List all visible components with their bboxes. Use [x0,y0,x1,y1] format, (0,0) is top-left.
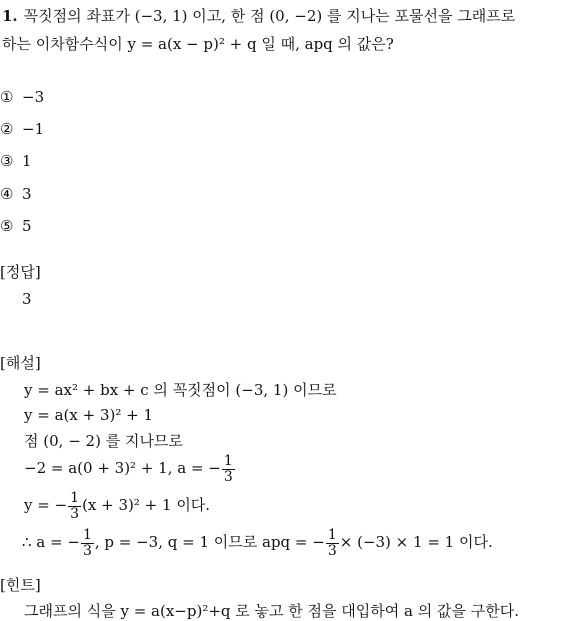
fraction-numerator: 1 [82,526,92,543]
option-4-number: ④ [0,185,14,203]
option-3-value: 1 [22,152,32,170]
explanation-line-5-end: (x + 3)² + 1 이다. [82,496,211,514]
explanation-line-5-start: y = − [24,496,68,514]
question-text-1: 꼭짓점의 좌표가 (−3, 1) 이고, 한 점 (0, −2) 를 지나는 포물선을 그래프로 [23,7,516,25]
option-5 [0,217,32,235]
fraction-denominator: 3 [70,505,80,522]
option-2-value: −1 [22,120,45,138]
option-4-value: 3 [22,185,32,203]
fraction-denominator: 3 [223,468,233,485]
question-number: 1. [2,7,18,25]
fraction-denominator: 3 [327,542,337,559]
answer-value: 3 [22,290,32,308]
explanation-line-6 [22,525,493,559]
fraction-one-third [81,528,94,559]
explanation-line-6-middle: , p = −3, q = 1 이므로 apq = − [94,533,325,551]
question-line-1 [2,7,515,25]
fraction-one-third [68,491,81,522]
option-1 [0,88,44,106]
option-5-number: ⑤ [0,217,14,235]
explanation-heading: [해설] [0,354,41,372]
fraction-one-third [222,454,235,485]
fraction-denominator: 3 [82,542,92,559]
fraction-one-third [326,528,339,559]
explanation-line-4 [24,451,236,485]
explanation-line-5 [24,488,210,522]
option-2 [0,120,44,138]
option-5-value: 5 [22,217,32,235]
fraction-numerator: 1 [223,452,233,469]
explanation-line-1: y = ax² + bx + c 의 꼭짓점이 (−3, 1) 이므로 [24,381,337,399]
fraction-numerator: 1 [70,489,80,506]
option-1-value: −3 [22,88,45,106]
explanation-line-4-text: −2 = a(0 + 3)² + 1, a = − [24,459,221,477]
option-3 [0,152,32,170]
option-4 [0,185,32,203]
option-3-number: ③ [0,152,14,170]
question-line-2: 하는 이차함수식이 y = a(x − p)² + q 일 때, apq 의 값은? [2,35,394,53]
hint-text: 그래프의 식을 y = a(x−p)²+q 로 놓고 한 점을 대입하여 a 의 값을 구한다. [24,602,519,620]
hint-heading: [힌트] [0,576,41,594]
explanation-line-6-start: ∴ a = − [22,533,80,551]
answer-heading: [정답] [0,263,41,281]
explanation-line-2: y = a(x + 3)² + 1 [24,406,153,424]
option-1-number: ① [0,88,14,106]
explanation-line-3: 점 (0, − 2) 를 지나므로 [24,432,183,450]
fraction-numerator: 1 [327,526,337,543]
option-2-number: ② [0,120,14,138]
explanation-line-6-end: × (−3) × 1 = 1 이다. [339,533,493,551]
